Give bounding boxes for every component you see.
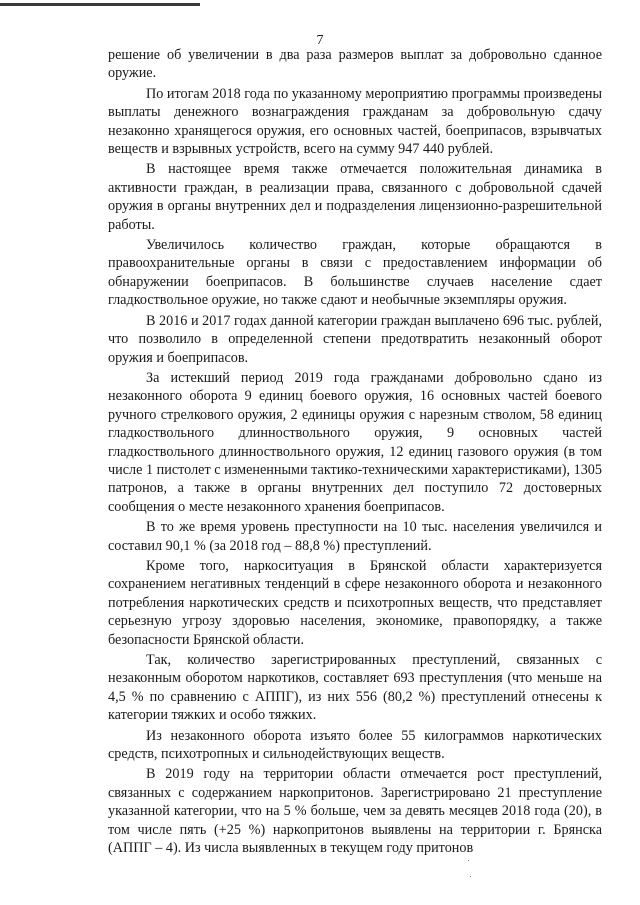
paragraph-drug-situation: Кроме того, наркоситуация в Брянской области характеризуется сохранением негативных тенденций в сфере незаконного оборота и незаконного потребления наркотических средств и психотропных веществ, что представляет серьезную угрозу здоровью населения, экономике, правопорядку, а также безопасности Брянской области. (108, 557, 602, 648)
scan-edge-mark (0, 3, 200, 6)
paragraph-payments-2018: По итогам 2018 года по указанному мероприятию программы произведены выплаты денежного вознаграждения гражданам за добровольную сдачу незаконно хранящегося оружия, его основных частей, боеприпасов, взрывчатых веществ и взрывных устройств, всего на сумму 947 440 рублей. (108, 85, 602, 158)
paragraph-citizens-increase: Увеличилось количество граждан, которые обращаются в правоохранительные органы в связи с предоставлением информации об обнаружении боеприпасов. В большинстве случаев население сдает гладкоствольное оружие, но также сдают и необычные экземпляры оружия. (108, 237, 602, 309)
paragraph-payments-2016-2017: В 2016 и 2017 годах данной категории граждан выплачено 696 тыс. рублей, что позволило в определенной степени предотвратить незаконный оборот оружия и боеприпасов. (108, 312, 602, 366)
paragraph-seized-drugs: Из незаконного оборота изъято более 55 килограммов наркотических средств, психотропных и сильнодействующих веществ. (108, 727, 602, 763)
scan-speck (468, 860, 469, 861)
paragraph-positive-dynamics: В настоящее время также отмечается положительная динамика в активности граждан, в реализации права, связанного с добровольной сдачей оружия в органы внутренних дел и подразделения лицензионно-разрешительной работы. (108, 161, 602, 233)
paragraph-crime-level: В то же время уровень преступности на 10 тыс. населения увеличился и составил 90,1 % (за 2018 год – 88,8 %) преступлений. (108, 519, 602, 554)
document-body (108, 46, 602, 859)
page-number: 7 (316, 33, 324, 48)
paragraph-drug-dens: В 2019 году на территории области отмечается рост преступлений, связанных с содержанием наркопритонов. Зарегистрировано 21 преступление указанной категории, что на 5 % больше, чем за девять месяцев 2018 года (20), в том числе пять (+25 %) наркопритонов выявлены на территории г. Брянска (АППГ – 4). Из числа выявленных в текущем году притонов (108, 766, 602, 857)
paragraph-continued: решение об увеличении в два раза размеров выплат за добровольно сданное оружие. (108, 47, 602, 82)
scan-speck (470, 876, 471, 877)
paragraph-drug-crimes: Так, количество зарегистрированных преступлений, связанных с незаконным оборотом наркотиков, составляет 693 преступления (что меньше на 4,5 % по сравнению с АППГ), из них 556 (80,2 %) преступлений отнесены к категории тяжких и особо тяжких. (108, 652, 602, 724)
paragraph-surrendered-2019: За истекший период 2019 года гражданами добровольно сдано из незаконного оборота 9 единиц боевого оружия, 16 основных частей боевого ручного стрелкового оружия, 2 единицы оружия с нарезным стволом, 58 единиц гладкоствольного длинноствольного оружия, 9 основных частей гладкоствольного длинноствольного оружия, 12 единиц газового оружия (в том числе 1 пистолет с измененными тактико-техническими характеристиками), 1305 патронов, а также в органы внутренних дел поступило 72 достоверных сообщения о месте незаконного хранения боеприпасов. (108, 369, 602, 515)
